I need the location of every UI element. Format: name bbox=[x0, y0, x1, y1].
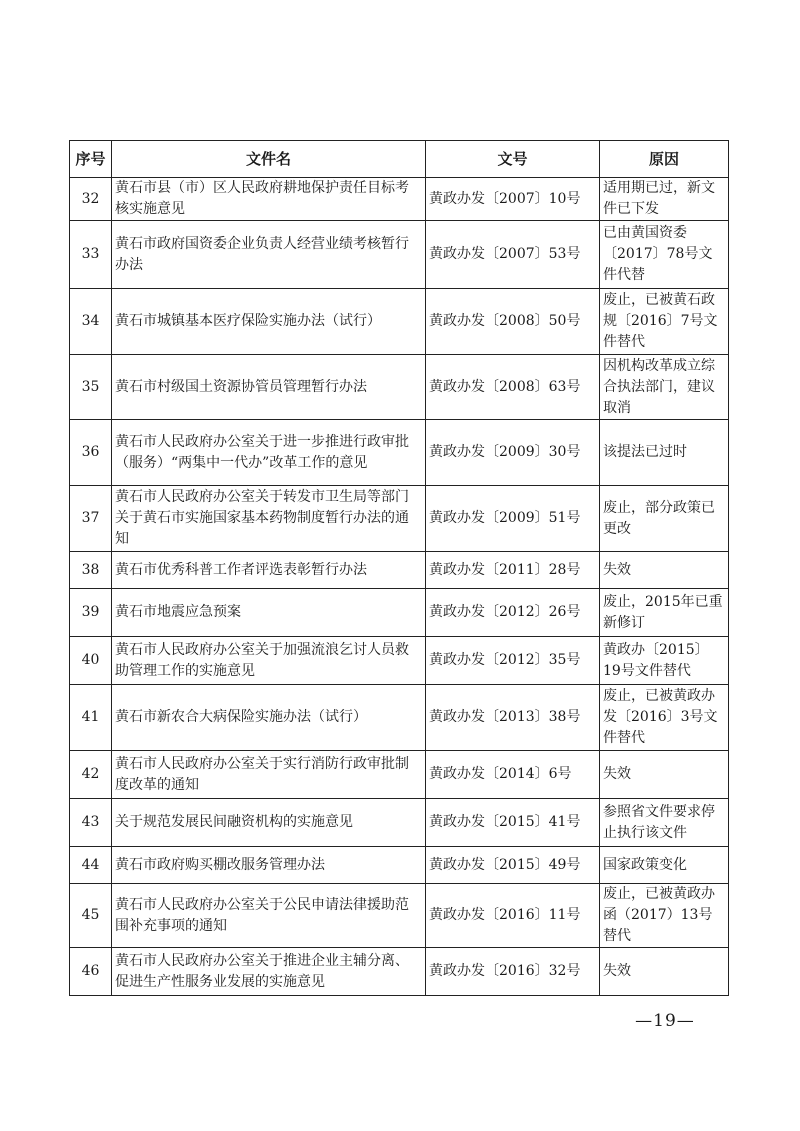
reason: 废止，2015年已重新修订 bbox=[600, 589, 729, 637]
reason: 失效 bbox=[600, 948, 729, 996]
reason: 废止，已被黄石政规〔2016〕7号文件替代 bbox=[600, 289, 729, 355]
document-name: 黄石市人民政府办公室关于公民申请法律援助范围补充事项的通知 bbox=[112, 884, 426, 948]
document-name: 黄石市人民政府办公室关于推进企业主辅分离、促进生产性服务业发展的实施意见 bbox=[112, 948, 426, 996]
row-number: 35 bbox=[70, 355, 112, 420]
table-row bbox=[70, 289, 729, 355]
document-code: 黄政办发〔2007〕10号 bbox=[426, 178, 600, 221]
row-number: 37 bbox=[70, 486, 112, 552]
document-code: 黄政办发〔2015〕49号 bbox=[426, 847, 600, 884]
table-row bbox=[70, 486, 729, 552]
reason: 失效 bbox=[600, 552, 729, 589]
document-code: 黄政办发〔2007〕53号 bbox=[426, 221, 600, 289]
repealed-documents-table bbox=[69, 140, 729, 996]
document-code: 黄政办发〔2008〕63号 bbox=[426, 355, 600, 420]
table-row bbox=[70, 420, 729, 486]
header-document-code: 文号 bbox=[426, 141, 600, 178]
document-code: 黄政办发〔2009〕51号 bbox=[426, 486, 600, 552]
document-code: 黄政办发〔2012〕26号 bbox=[426, 589, 600, 637]
document-code: 黄政办发〔2015〕41号 bbox=[426, 799, 600, 847]
reason: 已由黄国资委〔2017〕78号文件代替 bbox=[600, 221, 729, 289]
row-number: 46 bbox=[70, 948, 112, 996]
header-document-name: 文件名 bbox=[112, 141, 426, 178]
reason: 黄政办〔2015〕19号文件替代 bbox=[600, 637, 729, 685]
table-row bbox=[70, 178, 729, 221]
table-row bbox=[70, 552, 729, 589]
table-row bbox=[70, 948, 729, 996]
table-row bbox=[70, 685, 729, 751]
table-row bbox=[70, 847, 729, 884]
document-code: 黄政办发〔2009〕30号 bbox=[426, 420, 600, 486]
document-name: 黄石市政府国资委企业负责人经营业绩考核暂行办法 bbox=[112, 221, 426, 289]
row-number: 39 bbox=[70, 589, 112, 637]
reason: 废止，已被黄政办发〔2016〕3号文件替代 bbox=[600, 685, 729, 751]
document-name: 黄石市优秀科普工作者评选表彰暂行办法 bbox=[112, 552, 426, 589]
document-name: 黄石市人民政府办公室关于转发市卫生局等部门关于黄石市实施国家基本药物制度暂行办法的通知 bbox=[112, 486, 426, 552]
document-code: 黄政办发〔2014〕6号 bbox=[426, 751, 600, 799]
row-number: 44 bbox=[70, 847, 112, 884]
reason: 废止，部分政策已更改 bbox=[600, 486, 729, 552]
row-number: 34 bbox=[70, 289, 112, 355]
document-code: 黄政办发〔2012〕35号 bbox=[426, 637, 600, 685]
document-name: 关于规范发展民间融资机构的实施意见 bbox=[112, 799, 426, 847]
row-number: 45 bbox=[70, 884, 112, 948]
document-name: 黄石市村级国土资源协管员管理暂行办法 bbox=[112, 355, 426, 420]
document-name: 黄石市政府购买棚改服务管理办法 bbox=[112, 847, 426, 884]
row-number: 32 bbox=[70, 178, 112, 221]
table-row bbox=[70, 637, 729, 685]
document-code: 黄政办发〔2013〕38号 bbox=[426, 685, 600, 751]
document-name: 黄石市人民政府办公室关于实行消防行政审批制度改革的通知 bbox=[112, 751, 426, 799]
header-reason: 原因 bbox=[600, 141, 729, 178]
table-row bbox=[70, 884, 729, 948]
document-name: 黄石市人民政府办公室关于加强流浪乞讨人员救助管理工作的实施意见 bbox=[112, 637, 426, 685]
row-number: 38 bbox=[70, 552, 112, 589]
document-name: 黄石市人民政府办公室关于进一步推进行政审批（服务）“两集中一代办”改革工作的意见 bbox=[112, 420, 426, 486]
row-number: 40 bbox=[70, 637, 112, 685]
document-code: 黄政办发〔2016〕32号 bbox=[426, 948, 600, 996]
table-row bbox=[70, 355, 729, 420]
reason: 参照省文件要求停止执行该文件 bbox=[600, 799, 729, 847]
table-row bbox=[70, 589, 729, 637]
document-name: 黄石市地震应急预案 bbox=[112, 589, 426, 637]
reason: 废止，已被黄政办函（2017）13号替代 bbox=[600, 884, 729, 948]
reason: 因机构改革成立综合执法部门，建议取消 bbox=[600, 355, 729, 420]
table-header-row bbox=[70, 141, 729, 178]
table-row bbox=[70, 799, 729, 847]
reason: 该提法已过时 bbox=[600, 420, 729, 486]
document-name: 黄石市城镇基本医疗保险实施办法（试行） bbox=[112, 289, 426, 355]
table-row bbox=[70, 751, 729, 799]
row-number: 41 bbox=[70, 685, 112, 751]
table-row bbox=[70, 221, 729, 289]
reason: 国家政策变化 bbox=[600, 847, 729, 884]
document-code: 黄政办发〔2016〕11号 bbox=[426, 884, 600, 948]
reason: 失效 bbox=[600, 751, 729, 799]
document-name: 黄石市新农合大病保险实施办法（试行） bbox=[112, 685, 426, 751]
page-number: —19— bbox=[635, 1011, 695, 1031]
document-code: 黄政办发〔2008〕50号 bbox=[426, 289, 600, 355]
document-name: 黄石市县（市）区人民政府耕地保护责任目标考核实施意见 bbox=[112, 178, 426, 221]
row-number: 42 bbox=[70, 751, 112, 799]
row-number: 36 bbox=[70, 420, 112, 486]
row-number: 33 bbox=[70, 221, 112, 289]
reason: 适用期已过，新文件已下发 bbox=[600, 178, 729, 221]
row-number: 43 bbox=[70, 799, 112, 847]
document-code: 黄政办发〔2011〕28号 bbox=[426, 552, 600, 589]
header-serial-number: 序号 bbox=[70, 141, 112, 178]
